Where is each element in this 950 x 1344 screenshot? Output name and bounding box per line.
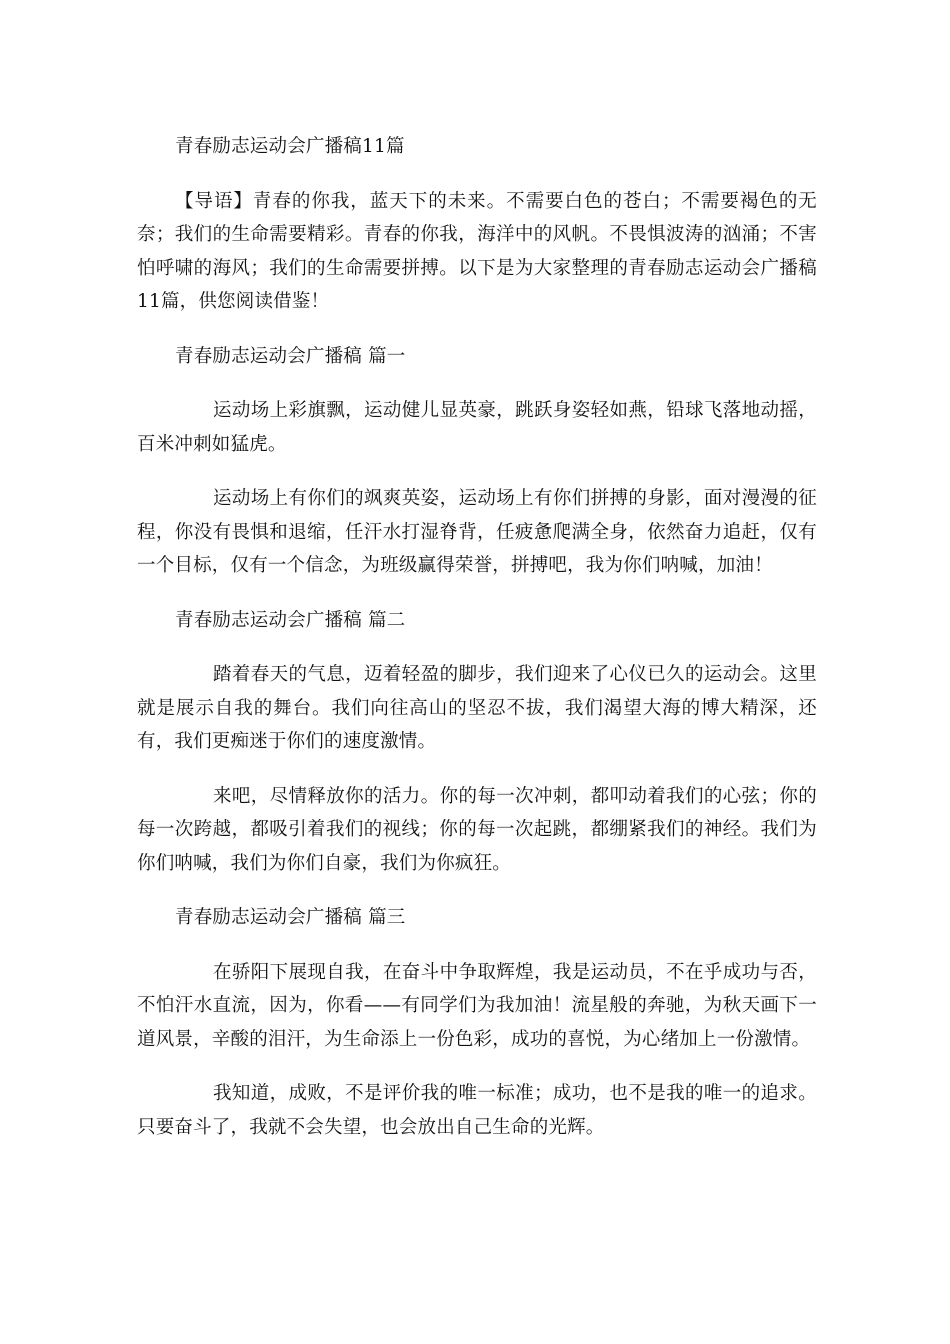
section-1 — [137, 340, 817, 583]
section-3 — [137, 901, 817, 1144]
section-heading: 青春励志运动会广播稿 篇一 — [175, 345, 406, 367]
document-body — [137, 130, 817, 1165]
paragraph: 来吧，尽情释放你的活力。你的每一次冲刺，都叩动着我们的心弦；你的每一次跨越，都吸引着我们的视线；你的每一次起跳，都绷紧我们的神经。我们为你们呐喊，我们为你们自豪，我们为你疯狂。 — [137, 785, 817, 874]
paragraph: 运动场上彩旗飘，运动健儿显英豪，跳跃身姿轻如燕，铅球飞落地动摇，百米冲刺如猛虎。 — [137, 400, 817, 455]
intro-paragraph: 【导语】青春的你我，蓝天下的未来。不需要白色的苍白；不需要褐色的无奈；我们的生命需要精彩。青春的你我，海洋中的风帆。不畏惧波涛的汹涌；不害怕呼啸的海风；我们的生命需要拼搏。以下是为大家整理的青春励志运动会广播稿11篇，供您阅读借鉴！ — [137, 190, 817, 312]
paragraph: 踏着春天的气息，迈着轻盈的脚步，我们迎来了心仪已久的运动会。这里就是展示自我的舞台。我们向往高山的坚忍不拔，我们渴望大海的博大精深，还有，我们更痴迷于你们的速度激情。 — [137, 664, 817, 752]
section-2 — [137, 604, 817, 881]
document-title: 青春励志运动会广播稿11篇 — [175, 136, 405, 157]
paragraph: 运动场上有你们的飒爽英姿，运动场上有你们拼搏的身影，面对漫漫的征程，你没有畏惧和退缩，任汗水打湿脊背，任疲惫爬满全身，依然奋力追赶，仅有一个目标，仅有一个信念，为班级赢得荣誉，拼搏吧，我为你们呐喊，加油！ — [137, 488, 817, 576]
paragraph: 在骄阳下展现自我，在奋斗中争取辉煌，我是运动员，不在乎成功与否，不怕汗水直流，因为，你看——有同学们为我加油！流星般的奔驰，为秋天画下一道风景，辛酸的泪汗，为生命添上一份色彩，成功的喜悦，为心绪加上一份激情。 — [137, 961, 817, 1050]
section-heading: 青春励志运动会广播稿 篇二 — [175, 609, 406, 631]
paragraph: 我知道，成败，不是评价我的唯一标准；成功，也不是我的唯一的追求。只要奋斗了，我就不会失望，也会放出自己生命的光辉。 — [137, 1083, 817, 1138]
section-heading: 青春励志运动会广播稿 篇三 — [175, 907, 406, 928]
